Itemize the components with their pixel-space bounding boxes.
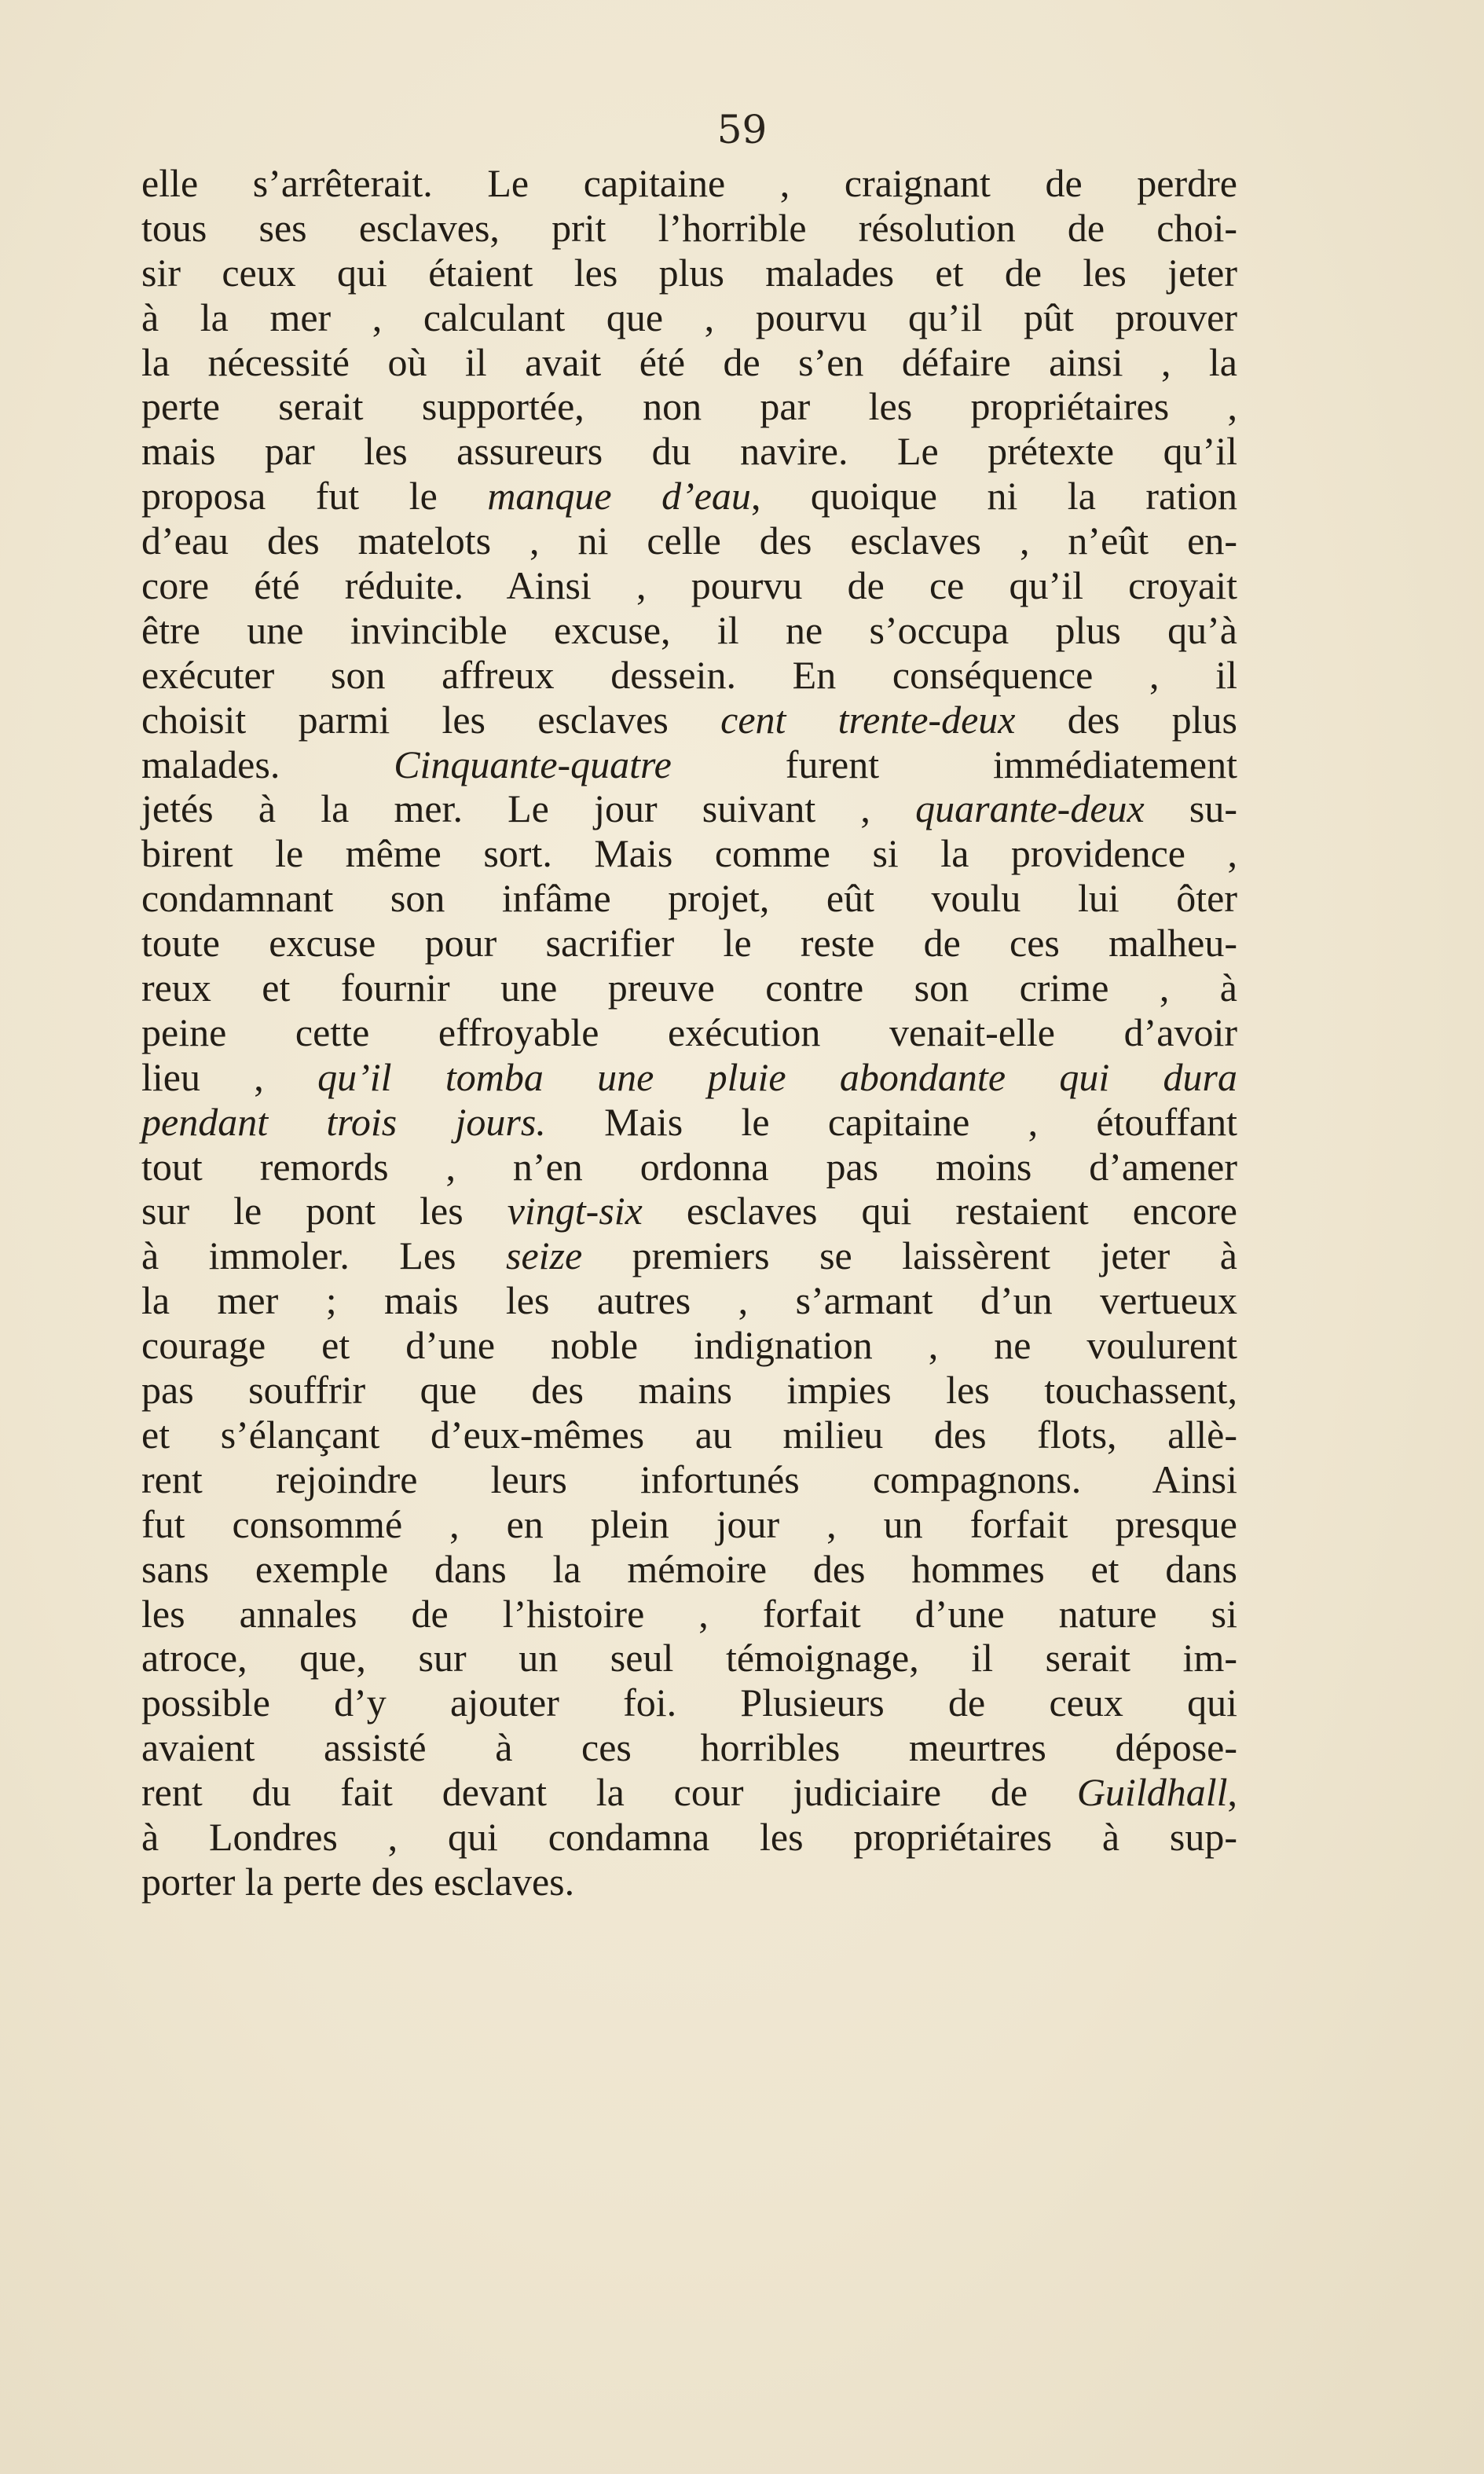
text-line: fut consommé , en plein jour , un forfait presque: [141, 1501, 1237, 1546]
text-line: à Londres , qui condamna les propriétaires à sup-: [141, 1814, 1237, 1859]
text-line: condamnant son infâme projet, eût voulu lui ôter: [141, 876, 1237, 921]
text-line: à immoler. Les seize premiers se laissèrent jeter à: [141, 1233, 1237, 1278]
body-text: [141, 161, 1237, 1904]
text-line: elle s’arrêterait. Le capitaine , craignant de perdre: [141, 161, 1237, 205]
text-line: choisit parmi les esclaves cent trente-deux des plus: [141, 697, 1237, 742]
text-line: sans exemple dans la mémoire des hommes et dans: [141, 1546, 1237, 1591]
text-line: possible d’y ajouter foi. Plusieurs de ceux qui: [141, 1680, 1237, 1725]
text-line: tout remords , n’en ordonna pas moins d’amener: [141, 1144, 1237, 1189]
page-number: 59: [716, 107, 768, 152]
text-line: birent le même sort. Mais comme si la providence ,: [141, 831, 1237, 876]
text-line: à la mer , calculant que , pourvu qu’il pût prouver: [141, 295, 1237, 339]
text-line: la nécessité où il avait été de s’en défaire ainsi , la: [141, 339, 1237, 384]
text-line: sur le pont les vingt-six esclaves qui restaient encore: [141, 1189, 1237, 1233]
text-line: reux et fournir une preuve contre son crime , à: [141, 966, 1237, 1010]
text-line: exécuter son affreux dessein. En conséquence , il: [141, 652, 1237, 697]
text-line: malades. Cinquante-quatre furent immédiatement: [141, 742, 1237, 786]
text-line: lieu , qu’il tomba une pluie abondante qui dura: [141, 1054, 1237, 1099]
text-line: rent du fait devant la cour judiciaire de Guildhall,: [141, 1770, 1237, 1815]
text-line: d’eau des matelots , ni celle des esclaves , n’eût en-: [141, 519, 1237, 563]
text-line: proposa fut le manque d’eau, quoique ni la ration: [141, 474, 1237, 519]
text-line: pendant trois jours. Mais le capitaine , étouffant: [141, 1099, 1237, 1144]
text-line: core été réduite. Ainsi , pourvu de ce qu’il croyait: [141, 563, 1237, 608]
text-line: peine cette effroyable exécution venait-elle d’avoir: [141, 1010, 1237, 1054]
text-line: courage et d’une noble indignation , ne voulurent: [141, 1323, 1237, 1368]
text-line: et s’élançant d’eux-mêmes au milieu des flots, allè-: [141, 1412, 1237, 1457]
text-line: la mer ; mais les autres , s’armant d’un vertueux: [141, 1278, 1237, 1323]
text-line: mais par les assureurs du navire. Le prétexte qu’il: [141, 429, 1237, 474]
text-line: rent rejoindre leurs infortunés compagnons. Ainsi: [141, 1457, 1237, 1501]
text-line: jetés à la mer. Le jour suivant , quarante-deux su-: [141, 786, 1238, 831]
text-line: porter la perte des esclaves.: [141, 1859, 575, 1904]
text-line: atroce, que, sur un seul témoignage, il serait im-: [141, 1636, 1237, 1680]
text-line: toute excuse pour sacrifier le reste de ces malheu-: [141, 921, 1237, 966]
text-line: tous ses esclaves, prit l’horrible résolution de choi-: [141, 205, 1237, 250]
text-line: perte serait supportée, non par les propriétaires ,: [141, 384, 1237, 429]
text-line: sir ceux qui étaient les plus malades et de les jeter: [141, 250, 1237, 295]
text-line: être une invincible excuse, il ne s’occupa plus qu’à: [141, 607, 1237, 652]
text-line: pas souffrir que des mains impies les touchassent,: [141, 1368, 1237, 1413]
text-line: les annales de l’histoire , forfait d’une nature si: [141, 1591, 1237, 1636]
text-line: avaient assisté à ces horribles meurtres dépose-: [141, 1725, 1237, 1770]
